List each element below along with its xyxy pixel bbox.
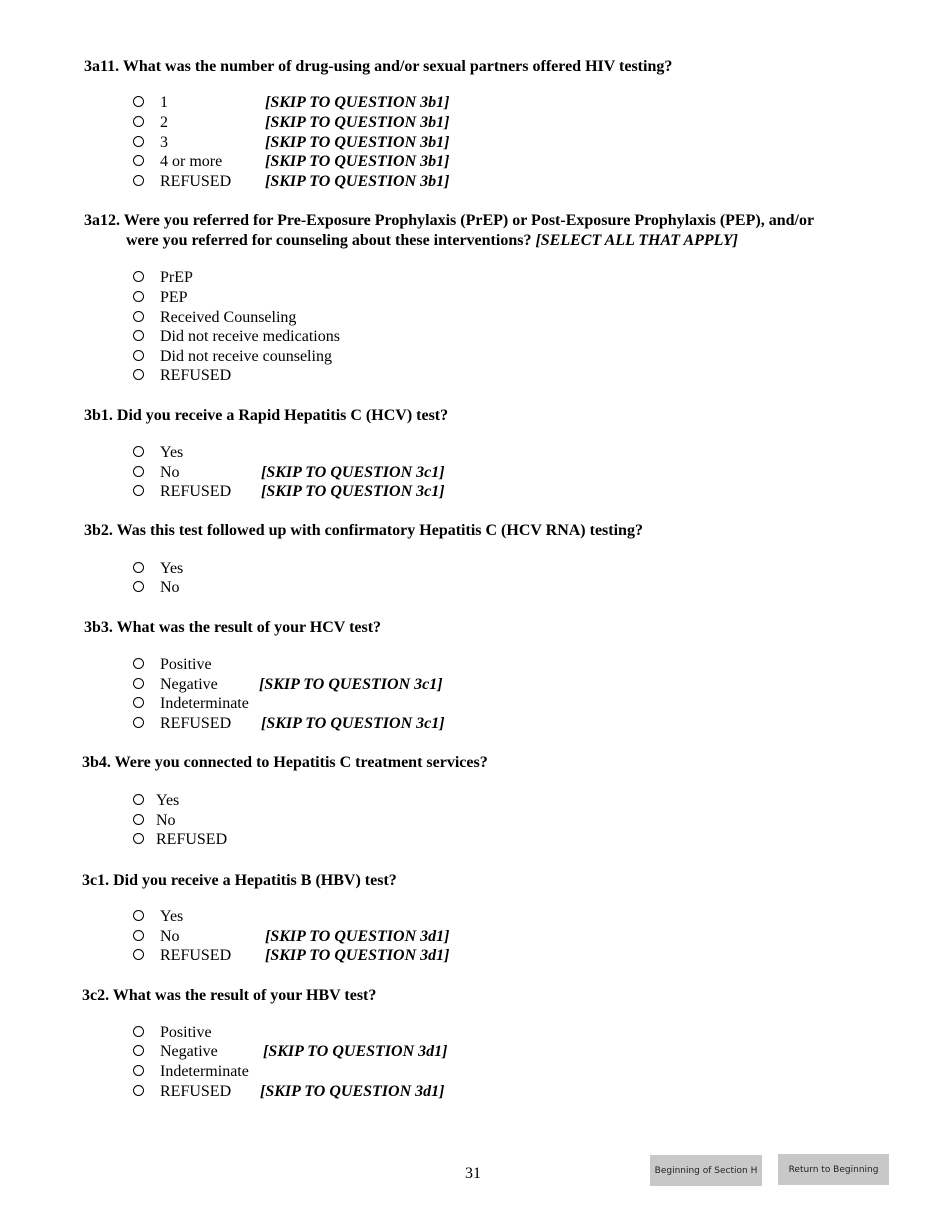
radio-button[interactable] (133, 1085, 144, 1096)
question-3a12-line1: 3a12. Were you referred for Pre-Exposure Prophylaxis (PrEP) or Post-Exposure Prophylaxis (PEP), and/or (84, 212, 815, 229)
question-3b1: 3b1. Did you receive a Rapid Hepatitis C (HCV) test? (84, 407, 449, 424)
radio-button[interactable] (133, 96, 144, 107)
radio-button[interactable] (133, 717, 144, 728)
radio-button[interactable] (133, 291, 144, 302)
radio-button[interactable] (133, 1026, 144, 1037)
radio-button[interactable] (133, 136, 144, 147)
radio-button[interactable] (133, 562, 144, 573)
radio-button[interactable] (133, 1065, 144, 1076)
select-all-instruction: [SELECT ALL THAT APPLY] (535, 232, 738, 249)
radio-button[interactable] (133, 350, 144, 361)
radio-button[interactable] (133, 678, 144, 689)
radio-button[interactable] (133, 581, 144, 592)
radio-button[interactable] (133, 658, 144, 669)
radio-button[interactable] (133, 697, 144, 708)
question-3c2: 3c2. What was the result of your HBV test? (82, 987, 377, 1004)
return-to-beginning-button[interactable]: Return to Beginning (778, 1154, 889, 1185)
radio-button[interactable] (133, 330, 144, 341)
page-number: 31 (465, 1165, 481, 1182)
radio-button[interactable] (133, 814, 144, 825)
question-3c1: 3c1. Did you receive a Hepatitis B (HBV) test? (82, 872, 397, 889)
radio-button[interactable] (133, 910, 144, 921)
radio-button[interactable] (133, 930, 144, 941)
radio-button[interactable] (133, 1045, 144, 1056)
radio-button[interactable] (133, 155, 144, 166)
radio-button[interactable] (133, 833, 144, 844)
radio-button[interactable] (133, 271, 144, 282)
radio-button[interactable] (133, 485, 144, 496)
question-3a12-line2: were you referred for counseling about these interventions? [SELECT ALL THAT APPLY] (126, 232, 738, 249)
radio-button[interactable] (133, 466, 144, 477)
radio-button[interactable] (133, 949, 144, 960)
radio-button[interactable] (133, 369, 144, 380)
question-3b3: 3b3. What was the result of your HCV test? (84, 619, 382, 636)
question-3b2: 3b2. Was this test followed up with confirmatory Hepatitis C (HCV RNA) testing? (84, 522, 643, 539)
radio-button[interactable] (133, 175, 144, 186)
radio-button[interactable] (133, 116, 144, 127)
radio-button[interactable] (133, 446, 144, 457)
radio-button[interactable] (133, 311, 144, 322)
question-3b4: 3b4. Were you connected to Hepatitis C treatment services? (82, 754, 488, 771)
radio-button[interactable] (133, 794, 144, 805)
beginning-of-section-button[interactable]: Beginning of Section H (650, 1155, 762, 1186)
question-3a11: 3a11. What was the number of drug-using and/or sexual partners offered HIV testing? (84, 58, 673, 75)
